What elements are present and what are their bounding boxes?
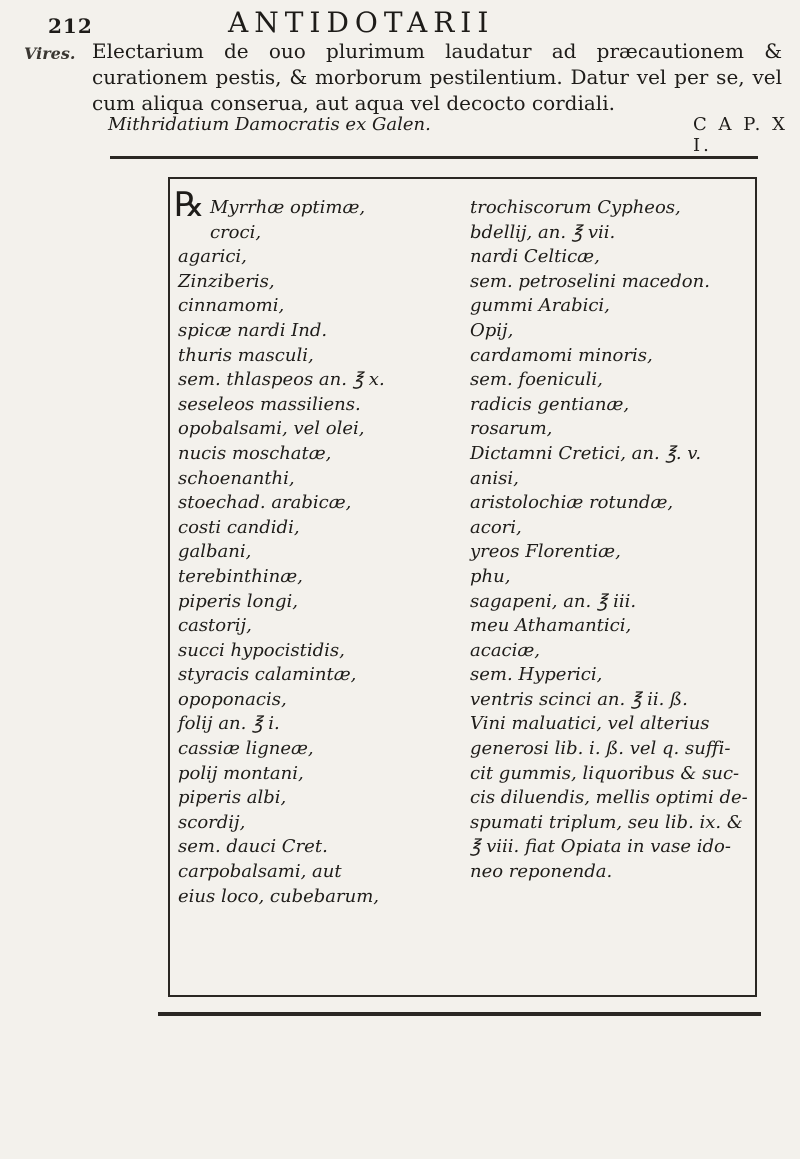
ingredient-line: sagapeni, an. ℥ iii. [470, 590, 637, 612]
ingredient-line: cardamomi minoris, [470, 344, 653, 366]
ingredient-line: acaciæ, [470, 639, 541, 661]
recipe-symbol: ℞ [174, 185, 205, 225]
ingredient-line: galbani, [178, 541, 252, 563]
ingredient-line: neo reponenda. [470, 861, 613, 883]
section-title: Mithridatium Damocratis ex Galen. [108, 114, 431, 135]
ingredient-line: succi hypocistidis, [178, 639, 345, 661]
ingredient-line: opoponacis, [178, 688, 287, 710]
bottom-rule [158, 1012, 761, 1016]
top-rule [110, 156, 758, 159]
ingredient-line: rosarum, [470, 418, 553, 440]
ingredient-line: Myrrhæ optimæ, [210, 197, 366, 218]
chapter-label: C A P. X I. [693, 114, 788, 156]
ingredient-line: spumati triplum, seu lib. ix. & [470, 811, 743, 833]
ingredient-line: Opij, [470, 319, 514, 341]
ingredient-line: sem. thlaspeos an. ℥ x. [178, 369, 385, 391]
ingredient-line: terebinthinæ, [178, 565, 303, 587]
ingredients-left-column [178, 196, 460, 909]
ingredient-line: nucis moschatæ, [178, 442, 332, 464]
ingredient-line: stoechad. arabicæ, [178, 492, 352, 514]
ingredient-line: styracis calamintæ, [178, 664, 357, 686]
ingredient-line: bdellij, an. ℥ vii. [470, 221, 616, 243]
ingredient-line: aristolochiæ rotundæ, [470, 492, 674, 514]
ingredient-line: seseleos massiliens. [178, 393, 361, 415]
ingredient-line: gummi Arabici, [470, 295, 610, 317]
margin-note: Vires. [24, 44, 76, 63]
ingredient-line: piperis albi, [178, 787, 287, 809]
ingredient-line: folij an. ℥ i. [178, 713, 280, 735]
ingredient-line: castorij, [178, 615, 252, 637]
ingredient-line: cis diluendis, mellis optimi de- [470, 787, 748, 809]
ingredient-line: schoenanthi, [178, 467, 295, 489]
ingredient-line: nardi Celticæ, [470, 246, 600, 268]
ingredient-line: ℥ viii. fiat Opiata in vase ido- [470, 836, 731, 858]
ingredient-line: costi candidi, [178, 516, 300, 538]
running-head [48, 2, 768, 38]
ingredient-line: agarici, [178, 246, 247, 268]
ingredient-line: sem. Hyperici, [470, 664, 603, 686]
ingredient-line: cit gummis, liquoribus & suc- [470, 762, 740, 784]
ingredient-line: acori, [470, 516, 522, 538]
ingredient-line: generosi lib. i. ß. vel q. suffi- [470, 738, 731, 760]
ingredients-right-column [470, 196, 756, 885]
ingredient-line: Zinziberis, [178, 270, 275, 292]
ingredient-line: spicæ nardi Ind. [178, 319, 328, 341]
ingredient-line: sem. petroselini macedon. [470, 270, 710, 292]
ingredient-line: phu, [470, 565, 511, 587]
ingredient-line: piperis longi, [178, 590, 298, 612]
ingredient-line: carpobalsami, aut [178, 861, 342, 883]
ingredient-line: croci, [210, 221, 262, 243]
ingredient-line: opobalsami, vel olei, [178, 418, 365, 440]
ingredient-line: thuris masculi, [178, 344, 314, 366]
ingredient-line: ventris scinci an. ℥ ii. ß. [470, 688, 688, 710]
running-title: ANTIDOTARII [228, 6, 495, 39]
intro-text: Electarium de ouo plurimum laudatur ad præcautionem & curationem pestis, & morborum pestilentium. Datur vel per se, vel cum aliqua conserua, aut aqua vel decocto cordiali. [92, 39, 782, 115]
intro-paragraph [92, 38, 782, 116]
ingredient-line: trochiscorum Cypheos, [470, 197, 681, 218]
section-heading [108, 114, 798, 156]
ingredient-line: radicis gentianæ, [470, 393, 630, 415]
ingredient-line: sem. foeniculi, [470, 369, 603, 391]
ingredient-line: sem. dauci Cret. [178, 836, 328, 858]
ingredient-line: yreos Florentiæ, [470, 541, 621, 563]
ingredient-line: eius loco, cubebarum, [178, 885, 380, 907]
ingredient-line: Vini maluatici, vel alterius [470, 713, 710, 735]
ingredient-line: cinnamomi, [178, 295, 285, 317]
ingredient-line: scordij, [178, 811, 246, 833]
ingredient-line: Dictamni Cretici, an. ℥. v. [470, 442, 702, 464]
ingredient-line: polij montani, [178, 762, 304, 784]
ingredient-line: anisi, [470, 467, 519, 489]
page-number: 212 [48, 14, 93, 38]
ingredient-line: cassiæ ligneæ, [178, 738, 314, 760]
ingredient-line: meu Athamantici, [470, 615, 632, 637]
